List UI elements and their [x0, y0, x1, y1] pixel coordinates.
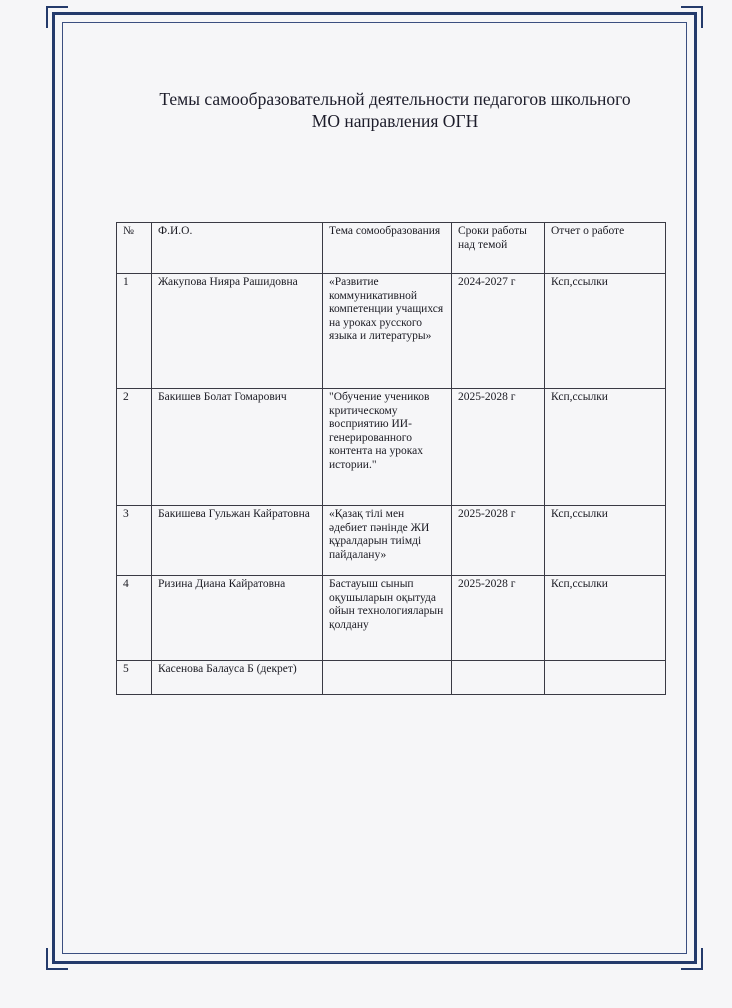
header-period: Сроки работы над темой [452, 223, 545, 274]
cell-number: 2 [117, 389, 152, 506]
header-report: Отчет о работе [545, 223, 666, 274]
cell-full-name: Касенова Балауса Б (декрет) [152, 661, 323, 695]
table-row [117, 274, 666, 389]
cell-number: 5 [117, 661, 152, 695]
header-number: № [117, 223, 152, 274]
cell-number: 3 [117, 506, 152, 576]
cell-period: 2025-2028 г [452, 389, 545, 506]
cell-report: Ксп,ссылки [545, 506, 666, 576]
cell-full-name: Жакупова Нияра Рашидовна [152, 274, 323, 389]
cell-report: Ксп,ссылки [545, 274, 666, 389]
cell-topic: «Қазақ тілі мен әдебиет пәнінде ЖИ құралдарын тиімді пайдалану» [323, 506, 452, 576]
header-topic: Тема сомообразования [323, 223, 452, 274]
header-full-name: Ф.И.О. [152, 223, 323, 274]
table-row [117, 389, 666, 506]
document-title-line-1: Темы самообразовательной деятельности педагогов школьного [159, 89, 631, 109]
document-title [110, 88, 680, 132]
cell-topic: Бастауыш сынып оқушыларын оқытуда ойын технологияларын қолдану [323, 576, 452, 661]
cell-full-name: Бакишев Болат Гомарович [152, 389, 323, 506]
cell-number: 1 [117, 274, 152, 389]
table-row [117, 576, 666, 661]
cell-topic: «Развитие коммуникативной компетенции учащихся на уроках русского языка и литературы» [323, 274, 452, 389]
border-corner-ornament [46, 6, 68, 28]
cell-number: 4 [117, 576, 152, 661]
border-corner-ornament [681, 6, 703, 28]
cell-period: 2025-2028 г [452, 506, 545, 576]
cell-topic: "Обучение учеников критическому восприятию ИИ-генерированного контента на уроках истории." [323, 389, 452, 506]
cell-report: Ксп,ссылки [545, 389, 666, 506]
cell-report [545, 661, 666, 695]
cell-topic [323, 661, 452, 695]
document-title-line-2: МО направления ОГН [311, 111, 479, 131]
cell-full-name: Бакишева Гульжан Кайратовна [152, 506, 323, 576]
cell-period: 2025-2028 г [452, 576, 545, 661]
cell-period: 2024-2027 г [452, 274, 545, 389]
border-corner-ornament [46, 948, 68, 970]
cell-report: Ксп,ссылки [545, 576, 666, 661]
self-education-topics-table [116, 222, 666, 695]
table-row [117, 506, 666, 576]
border-corner-ornament [681, 948, 703, 970]
table-row [117, 661, 666, 695]
cell-full-name: Ризина Диана Кайратовна [152, 576, 323, 661]
cell-period [452, 661, 545, 695]
table-header-row [117, 223, 666, 274]
